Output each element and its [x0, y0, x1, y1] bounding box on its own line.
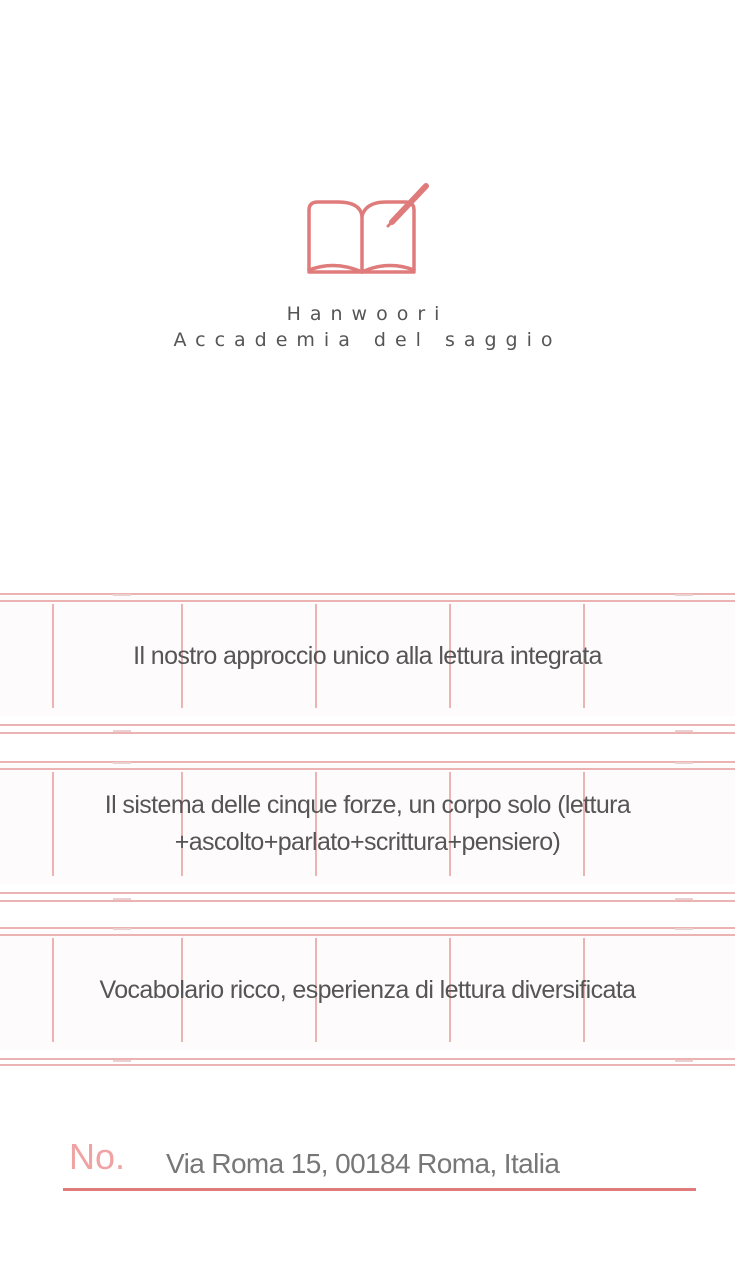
- address-underline: [63, 1188, 696, 1191]
- academy-name: Hanwoori: [286, 303, 449, 325]
- academy-subtitle: Accademia del saggio: [173, 329, 562, 351]
- address-text: Via Roma 15, 00184 Roma, Italia: [166, 1148, 560, 1179]
- feature-label: Vocabolario ricco, esperienza di lettura diversificata: [99, 975, 636, 1004]
- feature-band: [0, 764, 735, 884]
- feature-band: [0, 930, 735, 1050]
- address-row: [63, 1130, 696, 1190]
- feature-label: Il nostro approccio unico alla lettura integrata: [133, 641, 602, 670]
- open-book-pencil-icon: [300, 180, 435, 280]
- feature-label: Il sistema delle cinque forze, un corpo solo (lettura+ascolto+parlato+scrittura+pensiero): [104, 791, 631, 856]
- address-number-prefix: No.: [69, 1136, 126, 1177]
- feature-band: [0, 596, 735, 716]
